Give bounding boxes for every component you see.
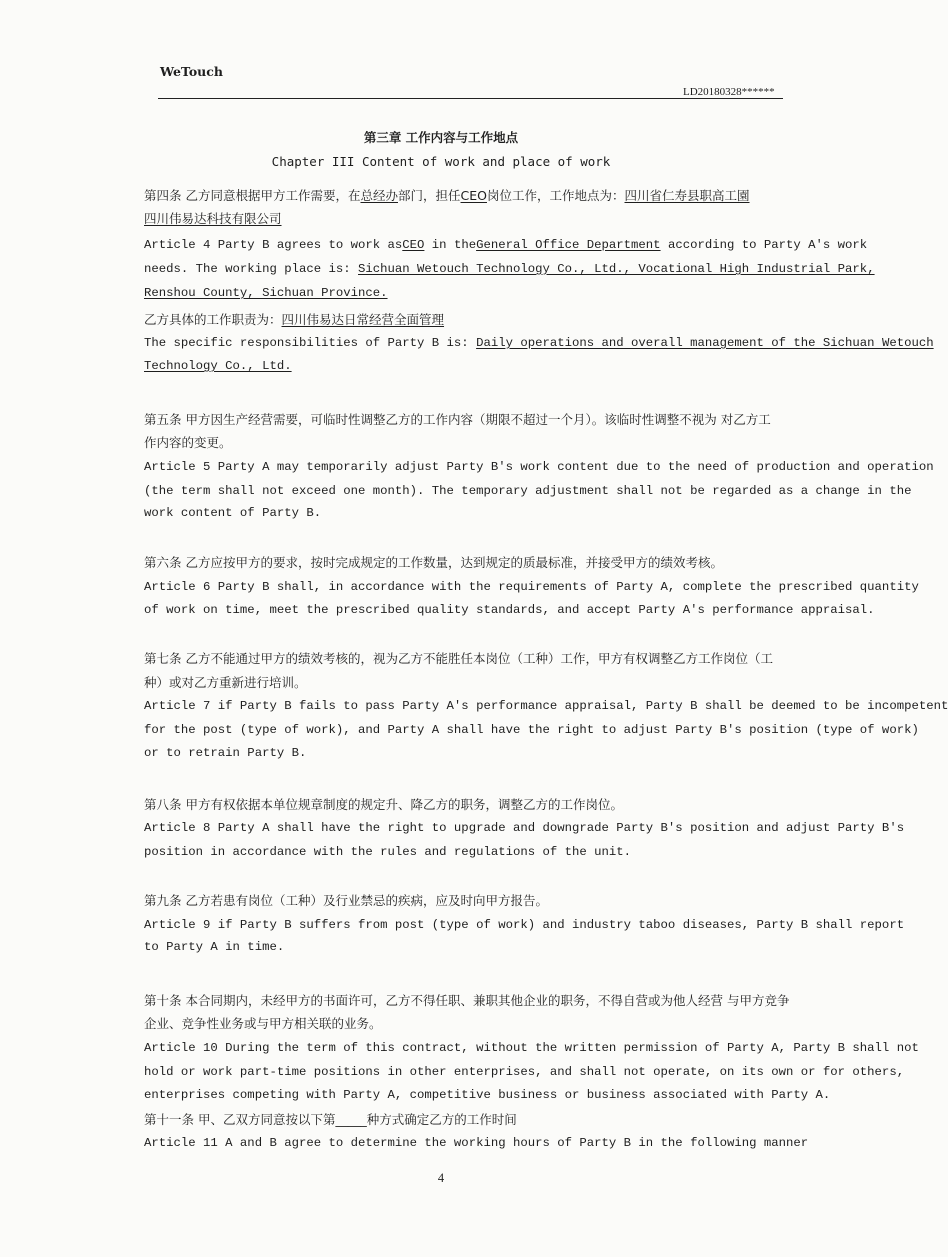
article-6-cn-line-1: 第六条 乙方应按甲方的要求，按时完成规定的工作数量，达到规定的质最标准，并接受甲方的绩效考核。 [144, 555, 723, 570]
chapter-title-en: Chapter III Content of work and place of work [271, 154, 611, 169]
text-segment: in the [424, 238, 477, 252]
company-logo-text: WeTouch [160, 64, 223, 79]
text-segment: 种方式确定乙方的工作时间 [366, 1112, 517, 1127]
department-value: 总经办 [360, 188, 398, 203]
department-value: General Office Department [476, 238, 661, 252]
position-value: CEO [460, 188, 487, 203]
article-9-cn-line-1: 第九条 乙方若患有岗位（工种）及行业禁忌的疾病，应及时向甲方报告。 [144, 893, 548, 908]
article-6-en-line-1: Article 6 Party B shall, in accordance with the requirements of Party A, complete the prescribed quantity [144, 580, 919, 594]
text-segment: 第四条 乙方同意根据甲方工作需要，在 [144, 188, 361, 203]
chapter-title-cn: 第三章 工作内容与工作地点 [363, 130, 519, 145]
article-7-cn-line-1: 第七条 乙方不能通过甲方的绩效考核的，视为乙方不能胜任本岗位（工种）工作，甲方有权调整乙方工作岗位（工 [144, 651, 773, 666]
article-4-en-line-3: Renshou County, Sichuan Province. [144, 286, 388, 300]
workplace-value: 四川省仁寿县职高工園 [624, 188, 750, 203]
article-11-cn-line-1 [144, 1110, 517, 1128]
article-10-en-line-1: Article 10 During the term of this contract, without the written permission of Party A, Party B shall not [144, 1041, 919, 1055]
header-divider [158, 98, 783, 99]
text-segment: 第十一条 甲、乙双方同意按以下第 [144, 1112, 336, 1127]
article-4-en-line-2 [144, 262, 875, 276]
article-4-cn-line-2: 四川伟易达科技有限公司 [144, 211, 282, 226]
article-9-en-line-1: Article 9 if Party B suffers from post (type of work) and industry taboo diseases, Party B shall report [144, 918, 905, 932]
responsibility-value: 四川伟易达日常经营全面管理 [281, 312, 445, 327]
text-segment: 乙方具体的工作职责为： [144, 312, 282, 327]
page-number: 4 [437, 1171, 445, 1185]
article-8-en-line-1: Article 8 Party A shall have the right to upgrade and downgrade Party B's position and adjust Party B's [144, 821, 905, 835]
text-segment: 岗位工作，工作地点为： [486, 188, 625, 203]
position-value: CEO [402, 238, 425, 252]
article-4-resp-cn [144, 310, 444, 328]
article-5-cn-line-2: 作内容的变更。 [144, 435, 232, 450]
article-7-en-line-2: for the post (type of work), and Party A shall have the right to adjust Party B's position (type of work) [144, 723, 919, 737]
blank-fill-field: _____ [335, 1112, 367, 1127]
article-5-cn-line-1: 第五条 甲方因生产经营需要，可临时性调整乙方的工作内容（期限不超过一个月）。该临时性调整不视为 对乙方工 [144, 412, 771, 427]
text-segment: 部门，担任 [398, 188, 461, 203]
article-11-en-line-1: Article 11 A and B agree to determine the working hours of Party B in the following manner [144, 1136, 809, 1150]
article-5-en-line-1: Article 5 Party A may temporarily adjust Party B's work content due to the need of production and operation [144, 460, 934, 474]
article-4-en-line-1 [144, 238, 867, 252]
workplace-value: Sichuan Wetouch Technology Co., Ltd., Vocational High Industrial Park, [358, 262, 875, 276]
article-4-resp-en-2: Technology Co., Ltd. [144, 359, 292, 373]
document-number: LD20180328****** [683, 86, 775, 98]
text-segment: The specific responsibilities of Party B is: [144, 336, 477, 350]
article-5-en-line-3: work content of Party B. [144, 506, 322, 520]
article-4-cn-line-1 [144, 186, 750, 204]
article-8-cn-line-1: 第八条 甲方有权依据本单位规章制度的规定升、降乙方的职务，调整乙方的工作岗位。 [144, 797, 623, 812]
article-10-cn-line-1: 第十条 本合同期内，未经甲方的书面许可，乙方不得任职、兼职其他企业的职务，不得自营或为他人经营 与甲方竞争 [144, 993, 790, 1008]
article-7-en-line-3: or to retrain Party B. [144, 746, 307, 760]
article-7-cn-line-2: 种）或对乙方重新进行培训。 [144, 675, 307, 690]
responsibility-value: Daily operations and overall management of the Sichuan Wetouch [476, 336, 934, 350]
article-10-en-line-3: enterprises competing with Party A, competitive business or business associated with Party A. [144, 1088, 831, 1102]
text-segment: needs. The working place is: [144, 262, 359, 276]
article-5-en-line-2: (the term shall not exceed one month). The temporary adjustment shall not be regarded as a change in the [144, 484, 912, 498]
text-segment: Article 4 Party B agrees to work as [144, 238, 403, 252]
text-segment: according to Party A's work [660, 238, 868, 252]
article-9-en-line-2: to Party A in time. [144, 940, 285, 954]
article-4-resp-en-1 [144, 336, 934, 350]
article-6-en-line-2: of work on time, meet the prescribed quality standards, and accept Party A's performance appraisal. [144, 603, 875, 617]
article-7-en-line-1: Article 7 if Party B fails to pass Party A's performance appraisal, Party B shall be deemed to be incompetent [144, 699, 948, 713]
article-8-en-line-2: position in accordance with the rules and regulations of the unit. [144, 845, 632, 859]
article-10-en-line-2: hold or work part-time positions in other enterprises, and shall not operate, on its own or for others, [144, 1065, 905, 1079]
article-10-cn-line-2: 企业、竞争性业务或与甲方相关联的业务。 [144, 1016, 382, 1031]
